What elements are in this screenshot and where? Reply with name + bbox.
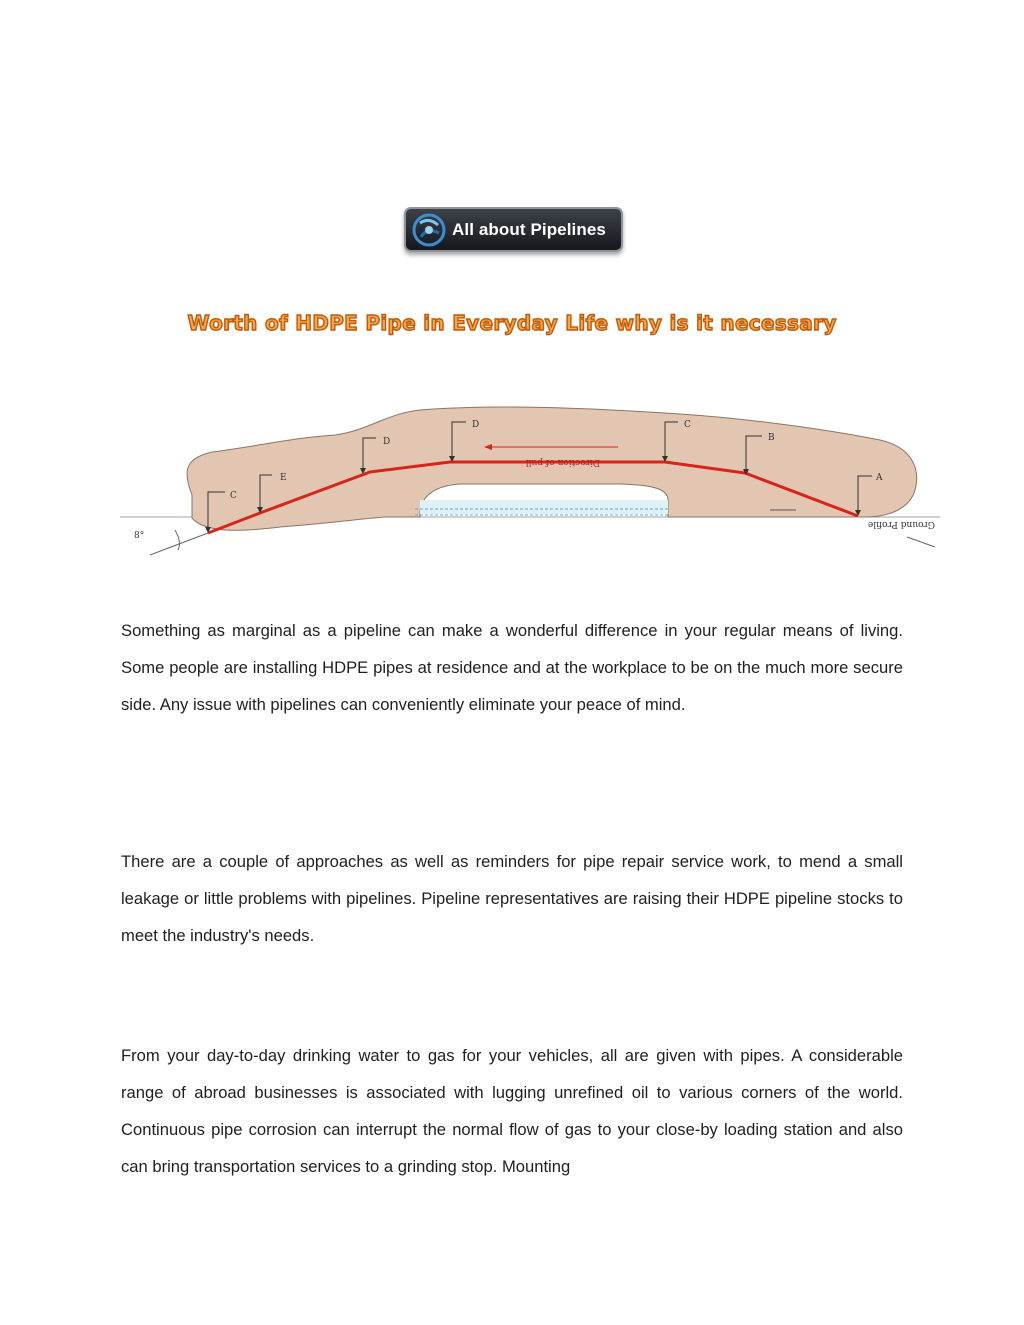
- svg-text:D: D: [383, 437, 391, 447]
- pipeline-diagram: [120, 400, 940, 560]
- angle-label: 8°: [134, 531, 145, 541]
- direction-of-pull-label: Direction of pull: [525, 457, 600, 467]
- svg-text:E: E: [280, 473, 287, 483]
- paragraph-3: From your day-to-day drinking water to gas for your vehicles, all are given with pipes. A considerable range of abroad businesses is associated with lugging unrefined oil to various corners of the world. Continuous pipe corrosion can interrupt the normal flow of gas to your close-by loading station and also can bring transportation services to a grinding stop. Mounting: [121, 1046, 903, 1176]
- svg-text:D: D: [472, 420, 480, 430]
- svg-text:C: C: [684, 420, 691, 430]
- logo: [404, 207, 623, 252]
- svg-text:A: A: [876, 473, 883, 483]
- page-title: Worth of HDPE Pipe in Everyday Life why is it necessary: [187, 311, 837, 335]
- svg-text:B: B: [768, 433, 775, 443]
- ground-profile-label: Ground Profile: [867, 519, 935, 529]
- paragraph-1: Something as marginal as a pipeline can make a wonderful difference in your regular means of living. Some people are installing HDPE pipes at residence and at the workplace to be on the much more secure side. Any issue with pipelines can conveniently eliminate your peace of mind.: [121, 621, 903, 714]
- svg-text:C: C: [230, 491, 237, 501]
- paragraph-2: There are a couple of approaches as well as reminders for pipe repair service work, to mend a small leakage or little problems with pipelines. Pipeline representatives are raising their HDPE pipeline stocks to meet the industry's needs.: [121, 852, 903, 945]
- logo-text: All about Pipelines: [452, 219, 606, 239]
- pipeline-swirl-icon: [412, 213, 446, 247]
- water-pocket: [420, 500, 668, 514]
